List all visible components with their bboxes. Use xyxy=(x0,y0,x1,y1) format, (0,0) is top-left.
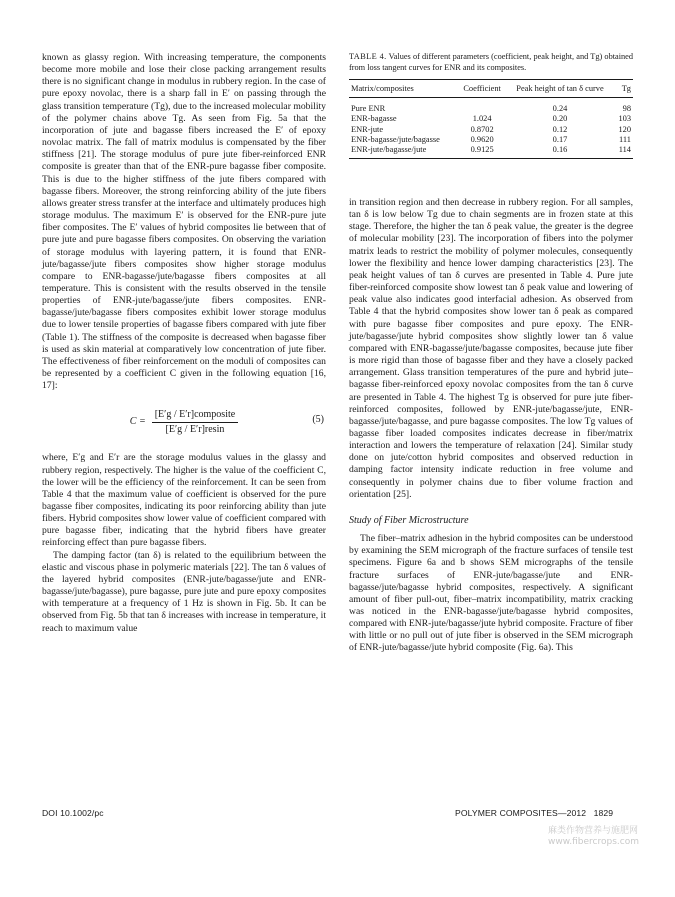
table-cell: 1.024 xyxy=(472,114,492,124)
table-header-peak-height: Peak height of tan δ curve xyxy=(506,80,613,98)
table-cell: 0.9620 xyxy=(470,134,494,144)
table-cell: 0.12 xyxy=(552,124,568,134)
table-4 xyxy=(349,52,633,159)
watermark-line: 麻类作物营养与施肥网 xyxy=(548,826,639,836)
body-paragraph: known as glassy region. With increasing temperature, the components become more mobile and lose their close packing arrangement results there is no significant change in modulus in rubbery region. In the case of pure epoxy novolac, there is a sharp fall in E′ on passing through the glass transition temperature (Tg), due to the increased molecular mobility of the polymer chains above Tg. As seen from Fig. 5a that the incorporation of jute and bagasse fibers increased the E′ of epoxy novolac matrix. The fall of matrix modulus is compensated by the fiber stiffness [21]. The storage modulus of pure jute fiber-reinforced ENR composite is greater than that of the ENR-pure bagasse fiber composite. This is due to the higher stiffness of the jute fibers compared with bagasse fibers. Moreover, the strong reinforcing ability of the jute fibers allows greater stress transfer at the interface and ultimately produces high storage modulus. The maximum E′ is observed for the ENR-pure jute fiber composites. The E′ values of hybrid composites lie between that of pure jute and pure bagasse fibers composites. On observing the variation of storage modulus with layering pattern, it is found that ENR-jute/bagasse/jute fibers composites show higher storage modulus compare to ENR-bagasse/jute/bagasse fibers composites at all temperature. This is consistent with the results observed in the tensile properties of ENR-jute/bagasse/jute fibers composites. ENR-bagasse/jute/bagasse fibers composites exhibit lower storage modulus due to lower tensile properties of bagasse fibers compared with jute fiber (Table 1). The stiffness of the composite is decreased when bagasse fiber is used as skin material at comparatively low concentration of jute fiber. The effectiveness of fiber reinforcement on the moduli of composites can be represented by a coefficient C given in the following equation [16, 17]: xyxy=(42,52,326,392)
body-paragraph: where, E′g and E′r are the storage modulus values in the glassy and rubbery region, respectively. The higher is the value of the coefficient C, the lower will be the efficiency of the reinforcement. It can be seen from Table 4 that the maximum value of coefficient is observed for the pure bagasse fiber composites, indicating its poor reinforcing ability than jute fibers. Hybrid composites show lower value of coefficient compared with pure bagasse fiber, indicating that the hybrid fibers have greater reinforcing effect than pure bagasse fibers. xyxy=(42,452,326,549)
table-cell: 98 xyxy=(622,104,631,114)
table-cell xyxy=(458,98,507,115)
table-cell: ENR-jute/bagasse/jute xyxy=(349,145,458,159)
table-cell: Pure ENR xyxy=(351,104,386,114)
footer-journal xyxy=(455,808,613,818)
equation-numerator: [E′g / E′r]composite xyxy=(154,408,236,420)
table-caption xyxy=(349,52,633,73)
table-cell: 0.16 xyxy=(506,145,613,159)
watermark xyxy=(548,826,668,848)
equation-fraction xyxy=(152,408,238,437)
equation-denominator: [E′g / E′r]resin xyxy=(165,423,225,435)
footer-journal-name: POLYMER COMPOSITES—2012 xyxy=(455,808,587,818)
body-paragraph: in transition region and then decrease in rubbery region. For all samples, tan δ is low below Tg due to chain segments are in frozen state at this stage. Therefore, the higher the tan δ peak value, the greater is the degree of molecular mobility [23]. The incorporation of fibers into the polymer matrix leads to restrict the mobility of polymer molecules, consequently lower the flexibility and hence lower damping characteristics [23]. The peak height values of tan δ curves are presented in Table 4. Pure jute fiber-reinforced composite show lowest tan δ peak value and lowering of peak value also indicates good interfacial adhesion. As observed from Table 4 that the hybrid composites show lower tan δ peak as compared with pure bagasse fiber composites and pure epoxy. The ENR-jute/bagasse/jute hybrid composites show slightly lower tan δ value compared with ENR-bagasse/jute/bagasse composites, because jute fiber is more rigid than those of bagasse fiber and they have a closely packed arrangement. Glass transition temperatures of the pure and hybrid jute–bagasse fiber-reinforced epoxy novolac composites from the tan δ curve are presented in Table 4. The highest Tg is observed for pure jute fiber-reinforced composites, followed by ENR-jute/bagasse/jute, ENR-bagasse/jute/bagasse, and pure bagasse composites. The low Tg values of bagasse fiber loaded composites indicates decrease in fiber/matrix interaction and lowers the temperature of relaxation [24]. Similar study done on jute/cotton hybrid composites and observed reduction in damping factor intensity indicate reduction in free volume and consequently in polymer chains due to fiber volume fraction and orientation [25]. xyxy=(349,197,633,500)
watermark-line: www.fibercrops.com xyxy=(548,837,639,847)
table-header-matrix: Matrix/composites xyxy=(349,80,458,98)
table-cell: ENR-bagasse/jute/bagasse xyxy=(351,134,440,144)
table-cell: 0.20 xyxy=(552,114,568,124)
table-row xyxy=(349,98,633,115)
right-column xyxy=(349,197,633,655)
equation-lhs: C = xyxy=(129,416,146,428)
table-cell: 103 xyxy=(618,114,631,124)
left-column xyxy=(42,52,326,635)
section-heading: Study of Fiber Microstructure xyxy=(349,514,469,526)
equation-number: (5) xyxy=(312,414,324,426)
table-cell: 0.17 xyxy=(552,134,568,144)
data-table xyxy=(349,79,633,159)
table-cell: ENR-bagasse xyxy=(351,114,397,124)
table-cell: 111 xyxy=(619,134,631,144)
body-paragraph: The damping factor (tan δ) is related to the equilibrium between the elastic and viscous phase in polymeric materials [22]. The tan δ values of the layered hybrid composites (ENR-jute/bagasse/jute and ENR-bagasse/jute/bagasse), pure bagasse, pure jute and pure epoxy composites with temperature at a frequency of 1 Hz is shown in Fig. 5b. It can be observed from Fig. 5b that tan δ increases with increase in temperature, it reach to maximum value xyxy=(42,549,326,634)
table-row xyxy=(349,125,633,135)
footer-doi: DOI 10.1002/pc xyxy=(42,808,104,818)
table-cell: 120 xyxy=(618,124,631,134)
table-header-coefficient: Coefficient xyxy=(458,80,507,98)
table-cell: 114 xyxy=(614,145,633,159)
table-row xyxy=(349,145,633,159)
table-caption-label: TABLE 4. xyxy=(349,52,387,61)
table-caption-text: Values of different parameters (coefficient, peak height, and Tg) obtained from loss tangent curves for ENR and its composites. xyxy=(349,52,633,72)
table-row xyxy=(349,114,633,124)
footer-page-number: 1829 xyxy=(593,808,614,818)
equation-5 xyxy=(42,400,326,444)
table-cell: 0.24 xyxy=(552,104,568,114)
table-header-tg: Tg xyxy=(614,80,633,98)
body-paragraph: The fiber–matrix adhesion in the hybrid composites can be understood by examining the SEM micrograph of the fracture surfaces of tensile test specimens. Figure 6a and b shows SEM micrographs of the tensile fracture surfaces of ENR-jute/bagasse/jute and ENR-bagasse/jute/bagasse hybrid composites, respectively. A significant amount of fiber pull-out, fiber–matrix incompatibility, matrix cracking was noticed in the ENR-bagasse/jute/bagasse hybrid composites, compared with ENR-jute/bagasse/jute hybrid composite. Fracture of fiber with little or no pull out of jute fiber is observed in the SEM micrograph of ENR-jute/bagasse/jute hybrid composite (Fig. 6a). This xyxy=(349,533,633,654)
table-cell: 0.8702 xyxy=(470,124,494,134)
table-row xyxy=(349,135,633,145)
table-cell: 0.9125 xyxy=(458,145,507,159)
table-cell: ENR-jute xyxy=(351,124,384,134)
